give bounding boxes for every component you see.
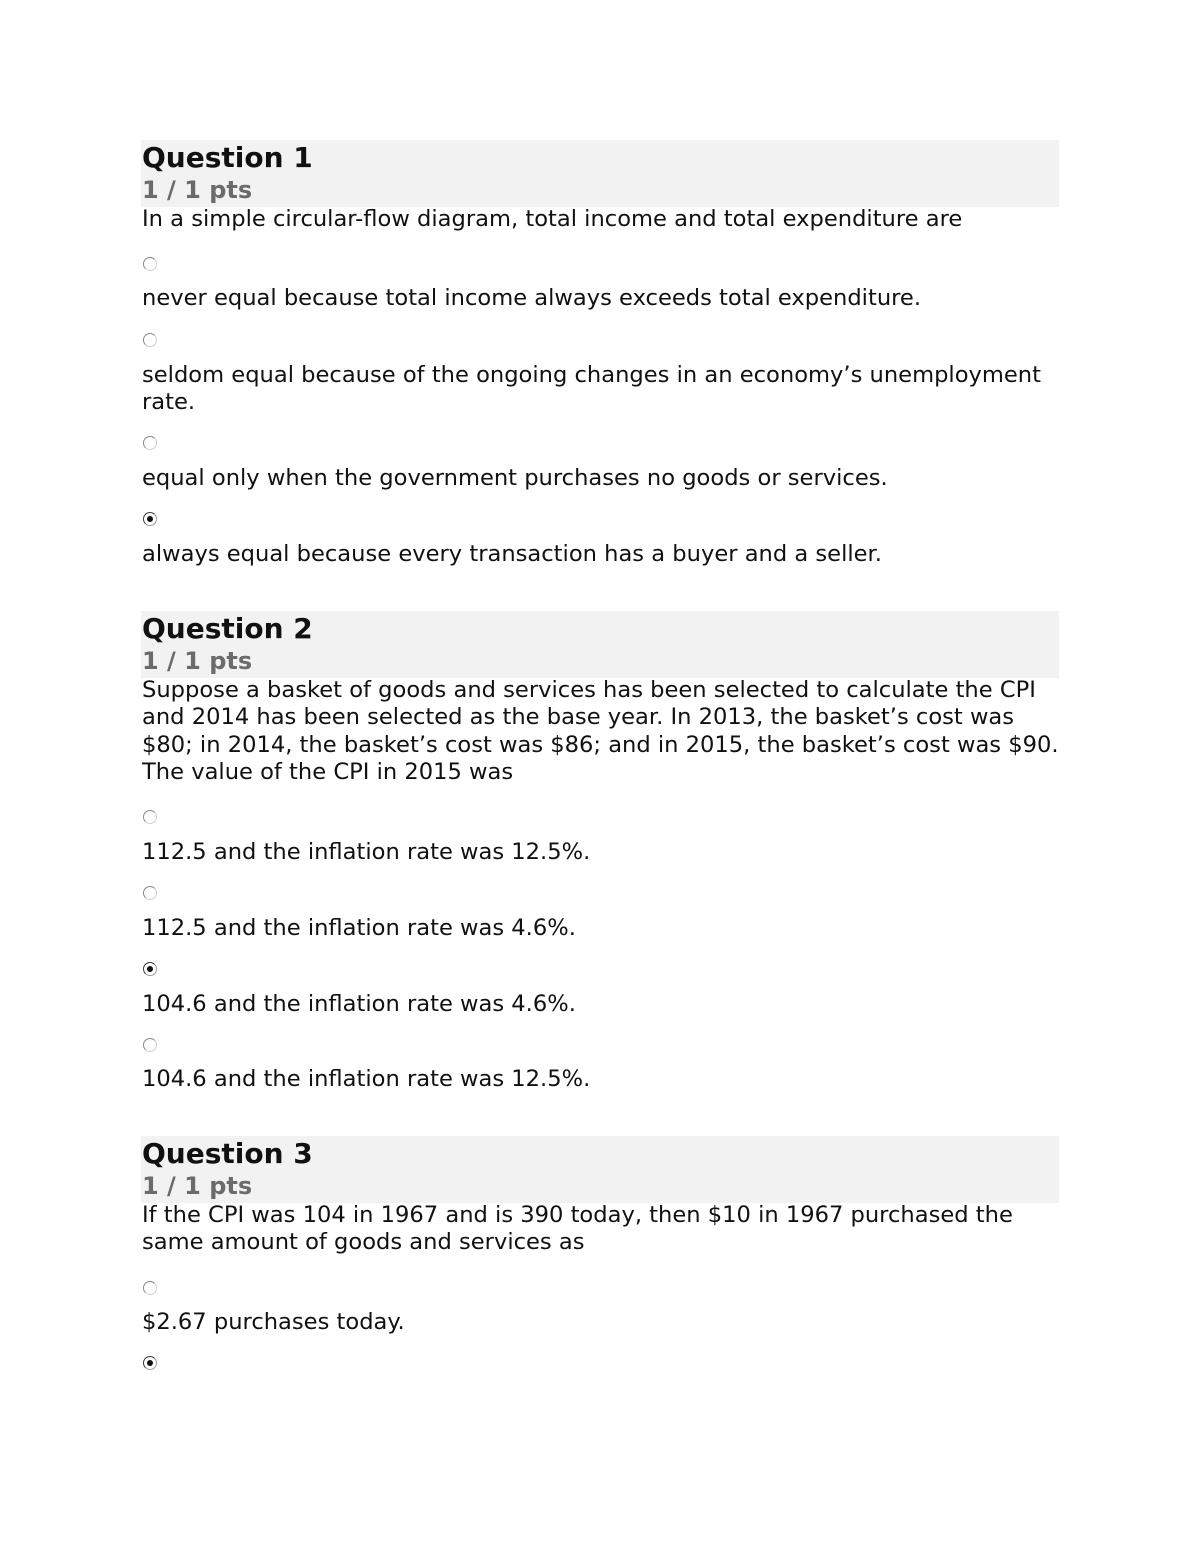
question-1-option-1-radio[interactable] (143, 257, 157, 271)
question-1-option-1-text: never equal because total income always exceeds total expenditure. (142, 285, 922, 311)
question-2-option-3-text: 104.6 and the inflation rate was 4.6%. (142, 991, 576, 1017)
question-3-option-1-radio[interactable] (143, 1281, 157, 1295)
question-3-prompt: If the CPI was 104 in 1967 and is 390 today, then $10 in 1967 purchased the same amount of goods and services as (142, 1202, 1013, 1256)
question-2-option-1-radio[interactable] (143, 810, 157, 824)
question-2-option-3-radio[interactable] (143, 962, 157, 976)
question-3-option-1-text: $2.67 purchases today. (142, 1309, 405, 1335)
radio-dot-icon (147, 966, 153, 972)
question-2-option-1-text: 112.5 and the inflation rate was 12.5%. (142, 839, 591, 865)
question-3-points: 1 / 1 pts (142, 1172, 253, 1200)
question-1-option-3-text: equal only when the government purchases no goods or services. (142, 465, 888, 491)
question-2-prompt: Suppose a basket of goods and services has been selected to calculate the CPI and 2014 has been selected as the base year. In 2013, the basket’s cost was $80; in 2014, the basket’s cost was $86; and in 2015, the basket’s cost was $90. The value of the CPI in 2015 was (142, 677, 1059, 786)
question-3-title: Question 3 (142, 1137, 313, 1170)
question-1-option-4-radio[interactable] (143, 512, 157, 526)
question-2-title: Question 2 (142, 612, 313, 645)
question-2-option-2-text: 112.5 and the inflation rate was 4.6%. (142, 915, 576, 941)
question-1-title: Question 1 (142, 141, 313, 174)
question-3-header (141, 1136, 1059, 1203)
question-2-option-4-text: 104.6 and the inflation rate was 12.5%. (142, 1066, 591, 1092)
question-1-header (141, 140, 1059, 207)
radio-dot-icon (147, 1360, 153, 1366)
radio-dot-icon (147, 516, 153, 522)
question-2-option-2-radio[interactable] (143, 886, 157, 900)
question-2-points: 1 / 1 pts (142, 647, 253, 675)
question-1-points: 1 / 1 pts (142, 176, 253, 204)
question-1-option-3-radio[interactable] (143, 436, 157, 450)
question-2-option-4-radio[interactable] (143, 1038, 157, 1052)
question-1-option-2-text: seldom equal because of the ongoing changes in an economy’s unemployment rate. (142, 362, 1041, 416)
question-1-prompt: In a simple circular-flow diagram, total income and total expenditure are (142, 206, 963, 232)
question-1-option-2-radio[interactable] (143, 333, 157, 347)
question-1-option-4-text: always equal because every transaction has a buyer and a seller. (142, 541, 882, 567)
question-2-header (141, 611, 1059, 678)
question-3-option-2-radio[interactable] (143, 1356, 157, 1370)
